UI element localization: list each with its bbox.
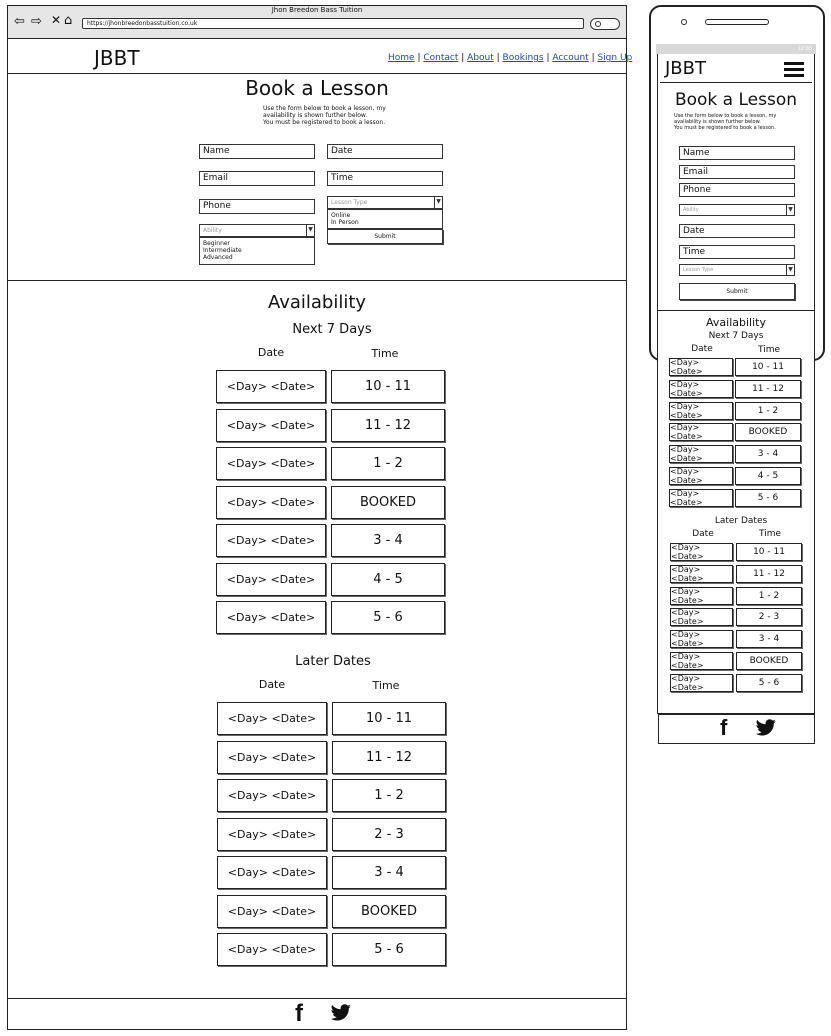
- header-divider: [8, 73, 626, 74]
- time-slot[interactable]: 4 - 5: [331, 563, 445, 596]
- mobile-col-time-header: Time: [758, 529, 782, 539]
- date-cell: <Day> <Date>: [669, 402, 733, 420]
- time-slot[interactable]: 11 - 12: [736, 565, 802, 583]
- time-slot[interactable]: 3 - 4: [331, 524, 445, 557]
- next7-heading: Next 7 Days: [292, 322, 372, 337]
- time-slot[interactable]: 11 - 12: [735, 380, 801, 398]
- date-cell: <Day> <Date>: [669, 489, 733, 507]
- intro-line: availability is shown further below.: [674, 119, 761, 125]
- phone-speaker: [705, 19, 769, 25]
- mobile-col-date-header: Date: [692, 529, 714, 539]
- date-cell: <Day> <Date>: [670, 652, 733, 670]
- time-slot[interactable]: 1 - 2: [332, 779, 446, 812]
- nav-bookings[interactable]: Bookings: [502, 53, 544, 63]
- ability-placeholder: Ability: [683, 207, 699, 213]
- date-cell: <Day> <Date>: [216, 370, 326, 403]
- address-bar[interactable]: https://jhonbreedonbasstuition.co.uk: [82, 18, 584, 29]
- time-slot[interactable]: 1 - 2: [736, 587, 802, 605]
- nav-about[interactable]: About: [467, 53, 494, 63]
- site-logo[interactable]: JBBT: [94, 46, 140, 70]
- mobile-availability-title: Availability: [706, 316, 766, 329]
- date-cell: <Day> <Date>: [216, 563, 326, 596]
- name-field[interactable]: Name: [199, 144, 315, 159]
- mobile-submit-button[interactable]: Submit: [679, 283, 795, 300]
- time-slot[interactable]: 11 - 12: [332, 741, 446, 774]
- mobile-col-date-header: Date: [691, 344, 713, 354]
- time-slot[interactable]: 4 - 5: [735, 467, 801, 485]
- date-cell: <Day> <Date>: [217, 856, 327, 889]
- nav-separator: |: [461, 53, 468, 63]
- date-cell: <Day> <Date>: [217, 818, 327, 851]
- intro-line: You must be registered to book a lesson.: [674, 125, 776, 131]
- mobile-footer: [658, 714, 815, 744]
- time-slot[interactable]: 5 - 6: [736, 674, 802, 692]
- chevron-down-icon: ▼: [786, 265, 794, 275]
- date-cell: <Day> <Date>: [216, 409, 326, 442]
- date-field[interactable]: Date: [327, 144, 443, 159]
- date-cell: <Day> <Date>: [669, 423, 733, 441]
- menu-bar: [784, 62, 804, 65]
- mobile-ability-select[interactable]: [679, 204, 795, 216]
- ability-placeholder: Ability: [203, 227, 222, 234]
- date-cell: <Day> <Date>: [216, 447, 326, 480]
- date-cell: <Day> <Date>: [669, 445, 733, 463]
- mobile-col-time-header: Time: [757, 345, 781, 355]
- search-icon: [595, 21, 601, 27]
- booked-slot: BOOKED: [332, 895, 446, 928]
- mobile-time-field[interactable]: Time: [679, 245, 795, 259]
- time-slot[interactable]: 5 - 6: [331, 601, 445, 634]
- time-slot[interactable]: 1 - 2: [735, 402, 801, 420]
- mobile-form-divider: [657, 310, 815, 311]
- lesson-type-select[interactable]: [327, 196, 443, 209]
- date-cell: <Day> <Date>: [670, 630, 733, 648]
- time-slot[interactable]: 3 - 4: [736, 630, 802, 648]
- date-cell: <Day> <Date>: [216, 601, 326, 634]
- facebook-icon[interactable]: f: [720, 715, 728, 740]
- time-slot[interactable]: 10 - 11: [735, 358, 801, 376]
- close-icon[interactable]: ✕: [51, 13, 62, 27]
- lesson-type-placeholder: Lesson Type: [331, 199, 368, 206]
- browser-title: Jhon Breedon Bass Tuition: [271, 6, 363, 14]
- email-field[interactable]: Email: [199, 171, 315, 186]
- nav-separator: |: [417, 53, 424, 63]
- ability-option[interactable]: Beginner: [203, 240, 231, 247]
- chevron-down-icon: ▼: [786, 205, 794, 215]
- lesson-type-placeholder: Lesson Type: [683, 267, 714, 273]
- ability-select[interactable]: [199, 224, 315, 237]
- phone-field[interactable]: Phone: [199, 199, 315, 214]
- date-cell: <Day> <Date>: [670, 674, 733, 692]
- availability-title: Availability: [267, 292, 367, 313]
- mobile-page-title: Book a Lesson: [674, 90, 798, 110]
- intro-line: Use the form below to book a lesson, my: [674, 113, 777, 119]
- mobile-intro: [674, 113, 812, 131]
- booking-intro: [263, 105, 423, 126]
- lesson-type-options: [327, 209, 443, 229]
- mobile-date-field[interactable]: Date: [679, 224, 795, 238]
- twitter-icon[interactable]: [330, 1004, 352, 1026]
- search-button[interactable]: [590, 18, 620, 30]
- date-cell: <Day> <Date>: [670, 565, 733, 583]
- top-nav: [388, 53, 632, 63]
- booked-slot: BOOKED: [331, 486, 445, 519]
- submit-button[interactable]: Submit: [327, 229, 443, 244]
- date-cell: <Day> <Date>: [670, 587, 733, 605]
- date-cell: <Day> <Date>: [669, 358, 733, 376]
- date-cell: <Day> <Date>: [670, 543, 733, 561]
- mobile-phone-field[interactable]: Phone: [679, 183, 795, 197]
- time-slot[interactable]: 3 - 4: [735, 445, 801, 463]
- mobile-logo[interactable]: JBBT: [665, 58, 707, 79]
- twitter-icon[interactable]: [755, 719, 777, 741]
- intro-line: You must be registered to book a lesson.: [263, 119, 386, 126]
- nav-sign-up[interactable]: Sign Up: [597, 53, 633, 63]
- home-icon[interactable]: ⌂: [64, 13, 73, 28]
- lesson-option[interactable]: In Person: [331, 219, 359, 226]
- date-cell: <Day> <Date>: [216, 524, 326, 557]
- nav-account[interactable]: Account: [552, 53, 589, 63]
- booked-slot: BOOKED: [736, 652, 802, 670]
- menu-bar: [784, 68, 804, 71]
- time-slot[interactable]: 2 - 3: [332, 818, 446, 851]
- time-slot[interactable]: 5 - 6: [332, 933, 446, 966]
- menu-bar: [784, 74, 804, 77]
- time-slot[interactable]: 10 - 11: [331, 370, 445, 403]
- chevron-down-icon: ▼: [306, 225, 314, 236]
- intro-line: availability is shown further below.: [263, 112, 368, 119]
- nav-separator: |: [591, 53, 598, 63]
- nav-separator: |: [496, 53, 503, 63]
- nav-separator: |: [546, 53, 553, 63]
- forward-icon[interactable]: ⇨: [31, 14, 42, 29]
- time-slot[interactable]: 10 - 11: [332, 702, 446, 735]
- date-cell: <Day> <Date>: [670, 608, 733, 626]
- date-cell: <Day> <Date>: [217, 741, 327, 774]
- chevron-down-icon: ▼: [434, 197, 442, 208]
- page-title: Book a Lesson: [245, 76, 389, 100]
- date-cell: <Day> <Date>: [217, 895, 327, 928]
- time-slot[interactable]: 1 - 2: [331, 447, 445, 480]
- time-slot[interactable]: 2 - 3: [736, 608, 802, 626]
- ability-options: [199, 237, 315, 265]
- time-slot[interactable]: 10 - 11: [736, 543, 802, 561]
- col-date-header: Date: [258, 678, 286, 691]
- nav-home[interactable]: Home: [388, 53, 415, 63]
- hamburger-menu-icon[interactable]: [784, 60, 804, 78]
- booked-slot: BOOKED: [735, 423, 801, 441]
- date-cell: <Day> <Date>: [217, 933, 327, 966]
- date-cell: <Day> <Date>: [216, 486, 326, 519]
- time-slot[interactable]: 3 - 4: [332, 856, 446, 889]
- ability-option[interactable]: Intermediate: [203, 247, 242, 254]
- footer-divider: [8, 998, 626, 999]
- time-slot[interactable]: 5 - 6: [735, 489, 801, 507]
- col-time-header: Time: [371, 347, 399, 360]
- ability-option[interactable]: Advanced: [203, 254, 233, 261]
- intro-line: Use the form below to book a lesson, my: [263, 105, 386, 112]
- col-date-header: Date: [257, 346, 285, 359]
- mobile-later-heading: Later Dates: [714, 516, 768, 526]
- phone-status-bar: 12:00: [656, 44, 816, 54]
- mobile-email-field[interactable]: Email: [679, 165, 795, 179]
- mobile-header-divider: [660, 82, 812, 83]
- lesson-option[interactable]: Online: [331, 212, 351, 219]
- col-time-header: Time: [372, 679, 400, 692]
- date-cell: <Day> <Date>: [669, 380, 733, 398]
- time-field[interactable]: Time: [327, 171, 443, 186]
- mobile-next7-heading: Next 7 Days: [708, 331, 764, 341]
- back-icon[interactable]: ⇦: [14, 14, 25, 29]
- date-cell: <Day> <Date>: [217, 702, 327, 735]
- facebook-icon[interactable]: f: [295, 1000, 303, 1027]
- later-heading: Later Dates: [295, 654, 371, 669]
- date-cell: <Day> <Date>: [669, 467, 733, 485]
- mobile-name-field[interactable]: Name: [679, 146, 795, 160]
- time-slot[interactable]: 11 - 12: [331, 409, 445, 442]
- mobile-lesson-type-select[interactable]: [679, 264, 795, 276]
- form-divider: [8, 280, 626, 281]
- nav-contact[interactable]: Contact: [423, 53, 459, 63]
- date-cell: <Day> <Date>: [217, 779, 327, 812]
- phone-camera: [681, 19, 687, 25]
